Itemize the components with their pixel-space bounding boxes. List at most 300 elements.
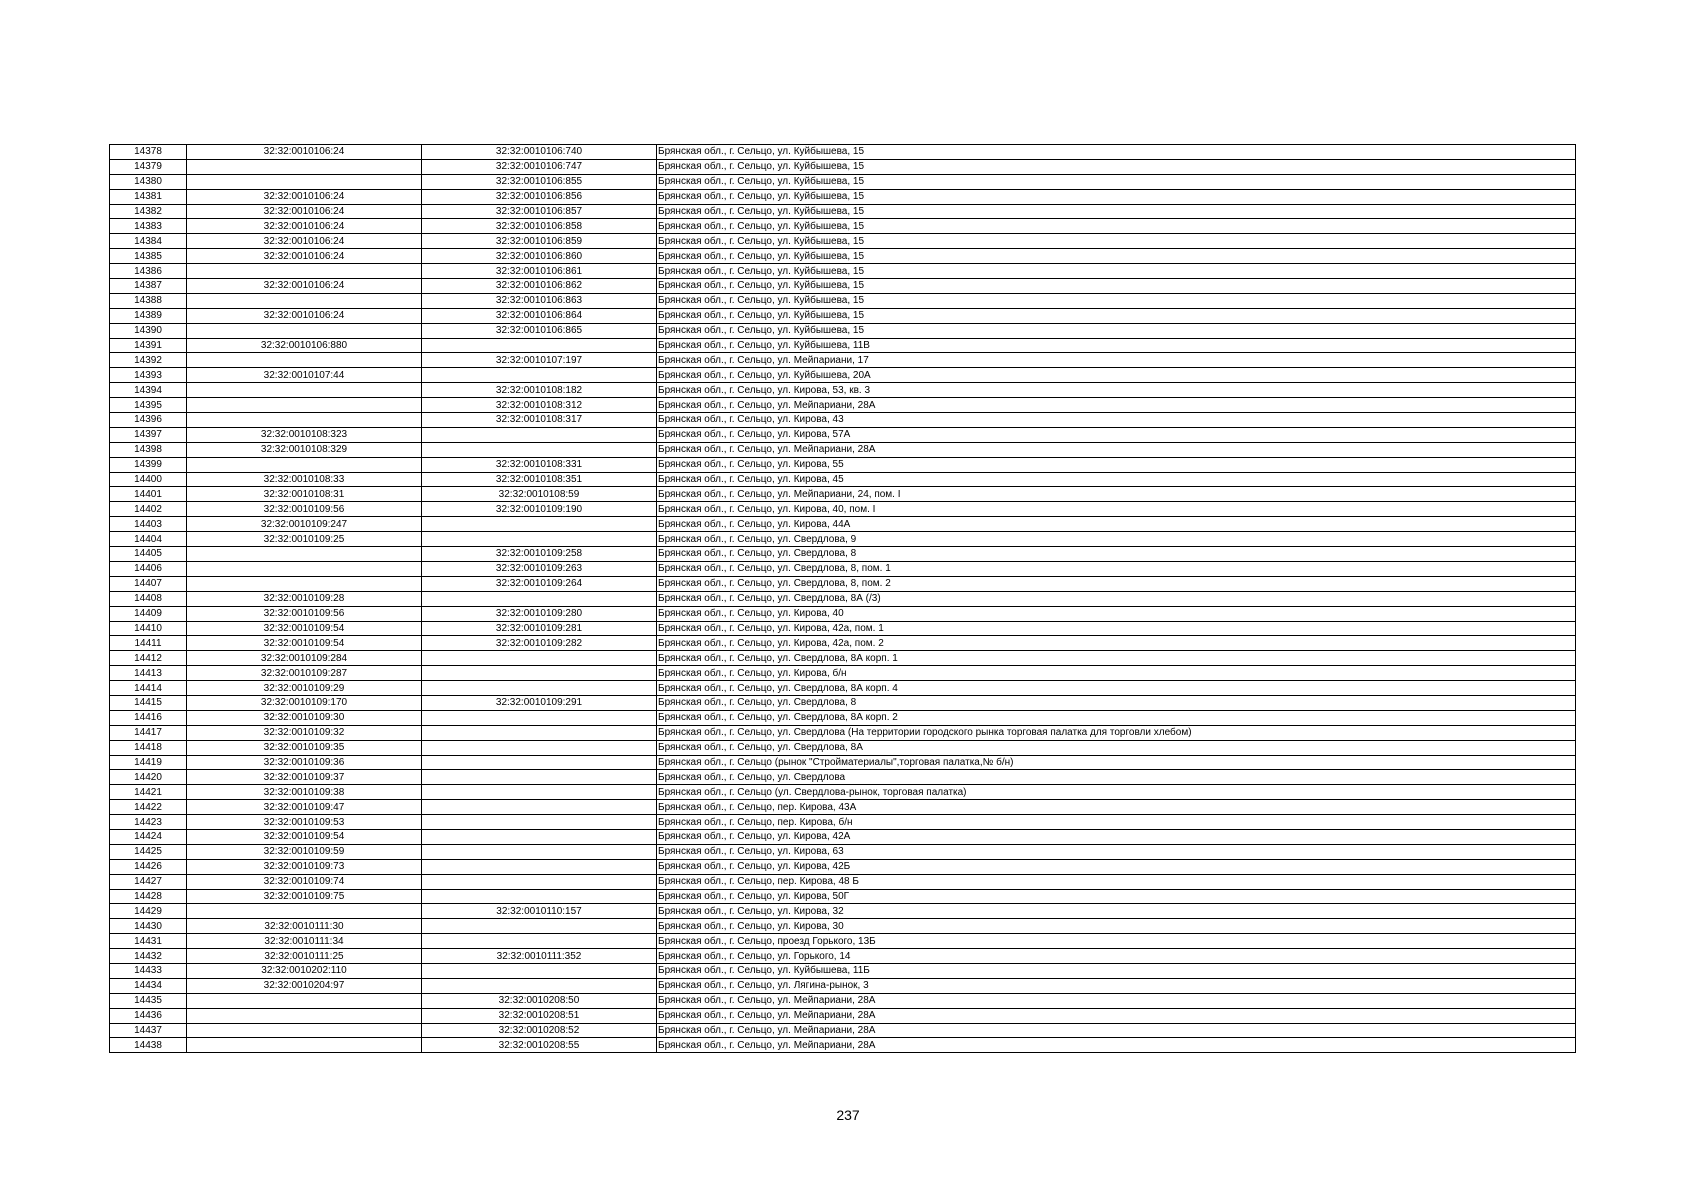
address-cell: Брянская обл., г. Сельцо, ул. Мейпариани, 28А: [657, 1038, 1576, 1053]
object-number-cell: 32:32:0010208:52: [422, 1023, 657, 1038]
table-row: [110, 427, 1576, 442]
table-row: [110, 695, 1576, 710]
address-cell: Брянская обл., г. Сельцо, ул. Кирова, 50Г: [657, 889, 1576, 904]
table-row: [110, 904, 1576, 919]
address-cell: Брянская обл., г. Сельцо, ул. Куйбышева, 15: [657, 323, 1576, 338]
address-cell: Брянская обл., г. Сельцо, ул. Горького, 14: [657, 949, 1576, 964]
parcel-number-cell: 32:32:0010109:247: [187, 517, 422, 532]
address-cell: Брянская обл., г. Сельцо, ул. Кирова, 63: [657, 844, 1576, 859]
object-number-cell: [422, 740, 657, 755]
parcel-number-cell: 32:32:0010108:323: [187, 427, 422, 442]
parcel-number-cell: [187, 576, 422, 591]
row-number-cell: 14387: [110, 279, 187, 294]
parcel-number-cell: [187, 293, 422, 308]
address-cell: Брянская обл., г. Сельцо, ул. Куйбышева, 15: [657, 308, 1576, 323]
parcel-number-cell: 32:32:0010107:44: [187, 368, 422, 383]
parcel-number-cell: 32:32:0010109:73: [187, 859, 422, 874]
row-number-cell: 14424: [110, 829, 187, 844]
object-number-cell: [422, 934, 657, 949]
row-number-cell: 14413: [110, 666, 187, 681]
table-row: [110, 368, 1576, 383]
address-cell: Брянская обл., г. Сельцо, ул. Мейпариани, 28А: [657, 1008, 1576, 1023]
object-number-cell: 32:32:0010106:857: [422, 204, 657, 219]
parcel-number-cell: [187, 174, 422, 189]
row-number-cell: 14383: [110, 219, 187, 234]
row-number-cell: 14404: [110, 532, 187, 547]
parcel-number-cell: 32:32:0010106:880: [187, 338, 422, 353]
parcel-number-cell: 32:32:0010108:329: [187, 442, 422, 457]
table-row: [110, 413, 1576, 428]
object-number-cell: 32:32:0010108:182: [422, 383, 657, 398]
parcel-number-cell: 32:32:0010109:56: [187, 606, 422, 621]
object-number-cell: 32:32:0010109:264: [422, 576, 657, 591]
row-number-cell: 14390: [110, 323, 187, 338]
table-row: [110, 636, 1576, 651]
object-number-cell: 32:32:0010106:856: [422, 189, 657, 204]
address-cell: Брянская обл., г. Сельцо, ул. Мейпариани, 24, пом. I: [657, 487, 1576, 502]
address-cell: Брянская обл., г. Сельцо, пер. Кирова, 48 Б: [657, 874, 1576, 889]
parcel-number-cell: 32:32:0010109:54: [187, 829, 422, 844]
table-row: [110, 829, 1576, 844]
address-cell: Брянская обл., г. Сельцо, ул. Куйбышева, 15: [657, 159, 1576, 174]
parcel-number-cell: [187, 264, 422, 279]
address-cell: Брянская обл., г. Сельцо, ул. Куйбышева, 15: [657, 145, 1576, 160]
object-number-cell: 32:32:0010109:258: [422, 547, 657, 562]
row-number-cell: 14389: [110, 308, 187, 323]
object-number-cell: [422, 785, 657, 800]
table-row: [110, 189, 1576, 204]
object-number-cell: [422, 681, 657, 696]
parcel-number-cell: 32:32:0010108:33: [187, 472, 422, 487]
address-cell: Брянская обл., г. Сельцо, пер. Кирова, б/н: [657, 815, 1576, 830]
parcel-number-cell: 32:32:0010109:29: [187, 681, 422, 696]
object-number-cell: 32:32:0010108:331: [422, 457, 657, 472]
parcel-number-cell: 32:32:0010202:110: [187, 963, 422, 978]
table-row: [110, 204, 1576, 219]
table-row: [110, 338, 1576, 353]
row-number-cell: 14412: [110, 651, 187, 666]
table-row: [110, 919, 1576, 934]
row-number-cell: 14423: [110, 815, 187, 830]
address-cell: Брянская обл., г. Сельцо, ул. Кирова, 30: [657, 919, 1576, 934]
table-row: [110, 457, 1576, 472]
table-row: [110, 666, 1576, 681]
row-number-cell: 14415: [110, 695, 187, 710]
table-row: [110, 800, 1576, 815]
row-number-cell: 14386: [110, 264, 187, 279]
address-cell: Брянская обл., г. Сельцо, ул. Куйбышева, 15: [657, 234, 1576, 249]
row-number-cell: 14436: [110, 1008, 187, 1023]
parcel-number-cell: [187, 1023, 422, 1038]
row-number-cell: 14397: [110, 427, 187, 442]
address-cell: Брянская обл., г. Сельцо, ул. Куйбышева, 11Б: [657, 963, 1576, 978]
object-number-cell: 32:32:0010106:855: [422, 174, 657, 189]
object-number-cell: 32:32:0010108:317: [422, 413, 657, 428]
parcel-number-cell: 32:32:0010106:24: [187, 189, 422, 204]
parcel-number-cell: 32:32:0010106:24: [187, 249, 422, 264]
table-row: [110, 1023, 1576, 1038]
parcel-number-cell: 32:32:0010109:30: [187, 710, 422, 725]
parcel-number-cell: 32:32:0010109:35: [187, 740, 422, 755]
row-number-cell: 14416: [110, 710, 187, 725]
row-number-cell: 14425: [110, 844, 187, 859]
parcel-number-cell: [187, 547, 422, 562]
object-number-cell: [422, 666, 657, 681]
parcel-number-cell: [187, 904, 422, 919]
row-number-cell: 14426: [110, 859, 187, 874]
parcel-number-cell: 32:32:0010109:25: [187, 532, 422, 547]
table-row: [110, 249, 1576, 264]
row-number-cell: 14394: [110, 383, 187, 398]
object-number-cell: 32:32:0010106:860: [422, 249, 657, 264]
table-row: [110, 859, 1576, 874]
table-row: [110, 264, 1576, 279]
parcel-number-cell: 32:32:0010109:75: [187, 889, 422, 904]
table-row: [110, 591, 1576, 606]
parcel-number-cell: 32:32:0010106:24: [187, 204, 422, 219]
parcel-number-cell: [187, 561, 422, 576]
parcel-number-cell: 32:32:0010109:54: [187, 621, 422, 636]
parcel-number-cell: 32:32:0010109:74: [187, 874, 422, 889]
parcel-number-cell: 32:32:0010109:38: [187, 785, 422, 800]
address-cell: Брянская обл., г. Сельцо, ул. Куйбышева, 15: [657, 174, 1576, 189]
table-row: [110, 472, 1576, 487]
row-number-cell: 14429: [110, 904, 187, 919]
address-cell: Брянская обл., г. Сельцо, ул. Кирова, 55: [657, 457, 1576, 472]
object-number-cell: [422, 710, 657, 725]
address-cell: Брянская обл., г. Сельцо, ул. Куйбышева, 15: [657, 189, 1576, 204]
table-row: [110, 993, 1576, 1008]
table-row: [110, 532, 1576, 547]
row-number-cell: 14378: [110, 145, 187, 160]
address-cell: Брянская обл., г. Сельцо, ул. Куйбышева, 15: [657, 249, 1576, 264]
table-row: [110, 815, 1576, 830]
address-cell: Брянская обл., г. Сельцо, ул. Свердлова, 8А (/3): [657, 591, 1576, 606]
table-row: [110, 651, 1576, 666]
row-number-cell: 14401: [110, 487, 187, 502]
table-row: [110, 844, 1576, 859]
address-cell: Брянская обл., г. Сельцо, ул. Кирова, 42А: [657, 829, 1576, 844]
address-cell: Брянская обл., г. Сельцо, ул. Мейпариани, 28А: [657, 1023, 1576, 1038]
row-number-cell: 14385: [110, 249, 187, 264]
parcel-number-cell: [187, 993, 422, 1008]
object-number-cell: 32:32:0010108:59: [422, 487, 657, 502]
row-number-cell: 14400: [110, 472, 187, 487]
address-cell: Брянская обл., г. Сельцо, ул. Куйбышева, 15: [657, 204, 1576, 219]
object-number-cell: 32:32:0010108:351: [422, 472, 657, 487]
table-row: [110, 383, 1576, 398]
address-cell: Брянская обл., г. Сельцо, ул. Свердлова, 9: [657, 532, 1576, 547]
object-number-cell: [422, 725, 657, 740]
table-row: [110, 308, 1576, 323]
parcel-number-cell: 32:32:0010109:56: [187, 502, 422, 517]
address-cell: Брянская обл., г. Сельцо, ул. Свердлова, 8А корп. 1: [657, 651, 1576, 666]
object-number-cell: 32:32:0010109:281: [422, 621, 657, 636]
parcel-number-cell: [187, 323, 422, 338]
row-number-cell: 14382: [110, 204, 187, 219]
parcel-number-cell: [187, 159, 422, 174]
row-number-cell: 14434: [110, 978, 187, 993]
row-number-cell: 14421: [110, 785, 187, 800]
parcel-number-cell: [187, 1038, 422, 1053]
object-number-cell: 32:32:0010107:197: [422, 353, 657, 368]
address-cell: Брянская обл., г. Сельцо, ул. Лягина-рынок, 3: [657, 978, 1576, 993]
address-cell: Брянская обл., г. Сельцо, ул. Куйбышева, 15: [657, 264, 1576, 279]
table-row: [110, 1038, 1576, 1053]
object-number-cell: [422, 442, 657, 457]
address-cell: Брянская обл., г. Сельцо, ул. Свердлова, 8: [657, 695, 1576, 710]
object-number-cell: 32:32:0010208:51: [422, 1008, 657, 1023]
row-number-cell: 14405: [110, 547, 187, 562]
table-row: [110, 770, 1576, 785]
row-number-cell: 14395: [110, 398, 187, 413]
parcel-number-cell: 32:32:0010109:287: [187, 666, 422, 681]
object-number-cell: 32:32:0010106:859: [422, 234, 657, 249]
row-number-cell: 14414: [110, 681, 187, 696]
table-row: [110, 576, 1576, 591]
address-cell: Брянская обл., г. Сельцо, ул. Кирова, 40: [657, 606, 1576, 621]
row-number-cell: 14410: [110, 621, 187, 636]
object-number-cell: [422, 368, 657, 383]
table-row: [110, 442, 1576, 457]
address-cell: Брянская обл., г. Сельцо, ул. Свердлова, 8А: [657, 740, 1576, 755]
row-number-cell: 14411: [110, 636, 187, 651]
object-number-cell: [422, 889, 657, 904]
row-number-cell: 14384: [110, 234, 187, 249]
table-row: [110, 323, 1576, 338]
row-number-cell: 14403: [110, 517, 187, 532]
parcel-number-cell: 32:32:0010108:31: [187, 487, 422, 502]
table-row: [110, 949, 1576, 964]
parcel-number-cell: 32:32:0010109:284: [187, 651, 422, 666]
row-number-cell: 14391: [110, 338, 187, 353]
table-row: [110, 174, 1576, 189]
address-cell: Брянская обл., г. Сельцо, ул. Кирова, 53, кв. 3: [657, 383, 1576, 398]
object-number-cell: 32:32:0010106:740: [422, 145, 657, 160]
parcel-number-cell: [187, 398, 422, 413]
parcel-number-cell: 32:32:0010111:30: [187, 919, 422, 934]
row-number-cell: 14393: [110, 368, 187, 383]
row-number-cell: 14417: [110, 725, 187, 740]
parcel-number-cell: 32:32:0010111:25: [187, 949, 422, 964]
row-number-cell: 14398: [110, 442, 187, 457]
table-row: [110, 874, 1576, 889]
row-number-cell: 14418: [110, 740, 187, 755]
row-number-cell: 14388: [110, 293, 187, 308]
table-row: [110, 219, 1576, 234]
address-cell: Брянская обл., г. Сельцо, ул. Свердлова (На территории городского рынка торговая палатка для торговли хлебом): [657, 725, 1576, 740]
address-cell: Брянская обл., г. Сельцо, ул. Мейпариани, 17: [657, 353, 1576, 368]
table-row: [110, 710, 1576, 725]
address-cell: Брянская обл., г. Сельцо, ул. Кирова, 42а, пом. 1: [657, 621, 1576, 636]
row-number-cell: 14438: [110, 1038, 187, 1053]
object-number-cell: [422, 427, 657, 442]
object-number-cell: [422, 844, 657, 859]
parcel-number-cell: 32:32:0010106:24: [187, 219, 422, 234]
address-cell: Брянская обл., г. Сельцо, пер. Кирова, 43А: [657, 800, 1576, 815]
object-number-cell: 32:32:0010106:747: [422, 159, 657, 174]
parcel-number-cell: 32:32:0010109:47: [187, 800, 422, 815]
row-number-cell: 14406: [110, 561, 187, 576]
table-row: [110, 934, 1576, 949]
parcel-number-cell: [187, 413, 422, 428]
parcel-number-cell: 32:32:0010109:170: [187, 695, 422, 710]
object-number-cell: 32:32:0010106:862: [422, 279, 657, 294]
parcel-number-cell: 32:32:0010109:36: [187, 755, 422, 770]
object-number-cell: [422, 829, 657, 844]
address-cell: Брянская обл., г. Сельцо, ул. Куйбышева, 20А: [657, 368, 1576, 383]
object-number-cell: 32:32:0010108:312: [422, 398, 657, 413]
data-table: [109, 144, 1576, 1053]
parcel-number-cell: [187, 457, 422, 472]
address-cell: Брянская обл., г. Сельцо, проезд Горького, 13Б: [657, 934, 1576, 949]
row-number-cell: 14409: [110, 606, 187, 621]
address-cell: Брянская обл., г. Сельцо, ул. Кирова, 57А: [657, 427, 1576, 442]
object-number-cell: 32:32:0010110:157: [422, 904, 657, 919]
parcel-number-cell: 32:32:0010109:37: [187, 770, 422, 785]
object-number-cell: [422, 963, 657, 978]
row-number-cell: 14431: [110, 934, 187, 949]
parcel-number-cell: 32:32:0010109:28: [187, 591, 422, 606]
object-number-cell: 32:32:0010109:190: [422, 502, 657, 517]
address-cell: Брянская обл., г. Сельцо, ул. Свердлова, 8А корп. 4: [657, 681, 1576, 696]
parcel-number-cell: [187, 383, 422, 398]
table-row: [110, 681, 1576, 696]
object-number-cell: 32:32:0010106:858: [422, 219, 657, 234]
address-cell: Брянская обл., г. Сельцо, ул. Свердлова, 8, пом. 2: [657, 576, 1576, 591]
address-cell: Брянская обл., г. Сельцо, ул. Мейпариани, 28А: [657, 398, 1576, 413]
row-number-cell: 14402: [110, 502, 187, 517]
address-cell: Брянская обл., г. Сельцо, ул. Кирова, 40, пом. I: [657, 502, 1576, 517]
row-number-cell: 14422: [110, 800, 187, 815]
object-number-cell: 32:32:0010106:863: [422, 293, 657, 308]
parcel-number-cell: 32:32:0010109:32: [187, 725, 422, 740]
table-row: [110, 353, 1576, 368]
object-number-cell: 32:32:0010109:282: [422, 636, 657, 651]
object-number-cell: [422, 874, 657, 889]
object-number-cell: 32:32:0010109:263: [422, 561, 657, 576]
parcel-number-cell: [187, 1008, 422, 1023]
address-cell: Брянская обл., г. Сельцо (рынок "Стройматериалы",торговая палатка,№ б/н): [657, 755, 1576, 770]
address-cell: Брянская обл., г. Сельцо, ул. Куйбышева, 15: [657, 279, 1576, 294]
address-cell: Брянская обл., г. Сельцо, ул. Кирова, б/н: [657, 666, 1576, 681]
row-number-cell: 14437: [110, 1023, 187, 1038]
object-number-cell: [422, 978, 657, 993]
parcel-number-cell: 32:32:0010111:34: [187, 934, 422, 949]
row-number-cell: 14428: [110, 889, 187, 904]
table-row: [110, 978, 1576, 993]
object-number-cell: 32:32:0010106:864: [422, 308, 657, 323]
address-cell: Брянская обл., г. Сельцо, ул. Кирова, 43: [657, 413, 1576, 428]
address-cell: Брянская обл., г. Сельцо, ул. Кирова, 32: [657, 904, 1576, 919]
address-cell: Брянская обл., г. Сельцо, ул. Кирова, 42Б: [657, 859, 1576, 874]
address-cell: Брянская обл., г. Сельцо, ул. Кирова, 45: [657, 472, 1576, 487]
table-body: [110, 145, 1576, 1053]
object-number-cell: [422, 517, 657, 532]
parcel-number-cell: 32:32:0010109:54: [187, 636, 422, 651]
row-number-cell: 14433: [110, 963, 187, 978]
table-row: [110, 725, 1576, 740]
parcel-number-cell: 32:32:0010106:24: [187, 308, 422, 323]
parcel-number-cell: 32:32:0010109:59: [187, 844, 422, 859]
address-cell: Брянская обл., г. Сельцо, ул. Мейпариани, 28А: [657, 993, 1576, 1008]
table-row: [110, 159, 1576, 174]
table-row: [110, 547, 1576, 562]
table-row: [110, 487, 1576, 502]
object-number-cell: [422, 919, 657, 934]
page-number: 237: [836, 1107, 860, 1123]
object-number-cell: [422, 770, 657, 785]
address-cell: Брянская обл., г. Сельцо, ул. Свердлова, 8: [657, 547, 1576, 562]
object-number-cell: 32:32:0010106:865: [422, 323, 657, 338]
table-row: [110, 740, 1576, 755]
row-number-cell: 14399: [110, 457, 187, 472]
parcel-number-cell: 32:32:0010109:53: [187, 815, 422, 830]
parcel-number-cell: 32:32:0010106:24: [187, 279, 422, 294]
row-number-cell: 14392: [110, 353, 187, 368]
table-row: [110, 785, 1576, 800]
object-number-cell: [422, 338, 657, 353]
address-cell: Брянская обл., г. Сельцо, ул. Мейпариани, 28А: [657, 442, 1576, 457]
row-number-cell: 14381: [110, 189, 187, 204]
object-number-cell: [422, 591, 657, 606]
address-cell: Брянская обл., г. Сельцо, ул. Куйбышева, 15: [657, 293, 1576, 308]
object-number-cell: 32:32:0010109:291: [422, 695, 657, 710]
object-number-cell: 32:32:0010111:352: [422, 949, 657, 964]
address-cell: Брянская обл., г. Сельцо (ул. Свердлова-рынок, торговая палатка): [657, 785, 1576, 800]
address-cell: Брянская обл., г. Сельцо, ул. Свердлова, 8А корп. 2: [657, 710, 1576, 725]
table-row: [110, 606, 1576, 621]
row-number-cell: 14380: [110, 174, 187, 189]
table-row: [110, 398, 1576, 413]
object-number-cell: [422, 800, 657, 815]
object-number-cell: 32:32:0010106:861: [422, 264, 657, 279]
table-row: [110, 963, 1576, 978]
parcel-number-cell: 32:32:0010204:97: [187, 978, 422, 993]
table-row: [110, 889, 1576, 904]
parcel-number-cell: 32:32:0010106:24: [187, 145, 422, 160]
object-number-cell: [422, 815, 657, 830]
table-row: [110, 755, 1576, 770]
table-row: [110, 1008, 1576, 1023]
object-number-cell: 32:32:0010208:55: [422, 1038, 657, 1053]
address-cell: Брянская обл., г. Сельцо, ул. Куйбышева, 11В: [657, 338, 1576, 353]
row-number-cell: 14432: [110, 949, 187, 964]
object-number-cell: 32:32:0010109:280: [422, 606, 657, 621]
row-number-cell: 14435: [110, 993, 187, 1008]
table-row: [110, 279, 1576, 294]
object-number-cell: 32:32:0010208:50: [422, 993, 657, 1008]
table-row: [110, 145, 1576, 160]
address-cell: Брянская обл., г. Сельцо, ул. Свердлова: [657, 770, 1576, 785]
table-row: [110, 502, 1576, 517]
row-number-cell: 14408: [110, 591, 187, 606]
object-number-cell: [422, 755, 657, 770]
table-row: [110, 621, 1576, 636]
object-number-cell: [422, 532, 657, 547]
table-row: [110, 561, 1576, 576]
row-number-cell: 14419: [110, 755, 187, 770]
address-cell: Брянская обл., г. Сельцо, ул. Свердлова, 8, пом. 1: [657, 561, 1576, 576]
row-number-cell: 14427: [110, 874, 187, 889]
row-number-cell: 14420: [110, 770, 187, 785]
parcel-number-cell: [187, 353, 422, 368]
row-number-cell: 14430: [110, 919, 187, 934]
address-cell: Брянская обл., г. Сельцо, ул. Кирова, 44А: [657, 517, 1576, 532]
row-number-cell: 14396: [110, 413, 187, 428]
table-row: [110, 517, 1576, 532]
address-cell: Брянская обл., г. Сельцо, ул. Куйбышева, 15: [657, 219, 1576, 234]
